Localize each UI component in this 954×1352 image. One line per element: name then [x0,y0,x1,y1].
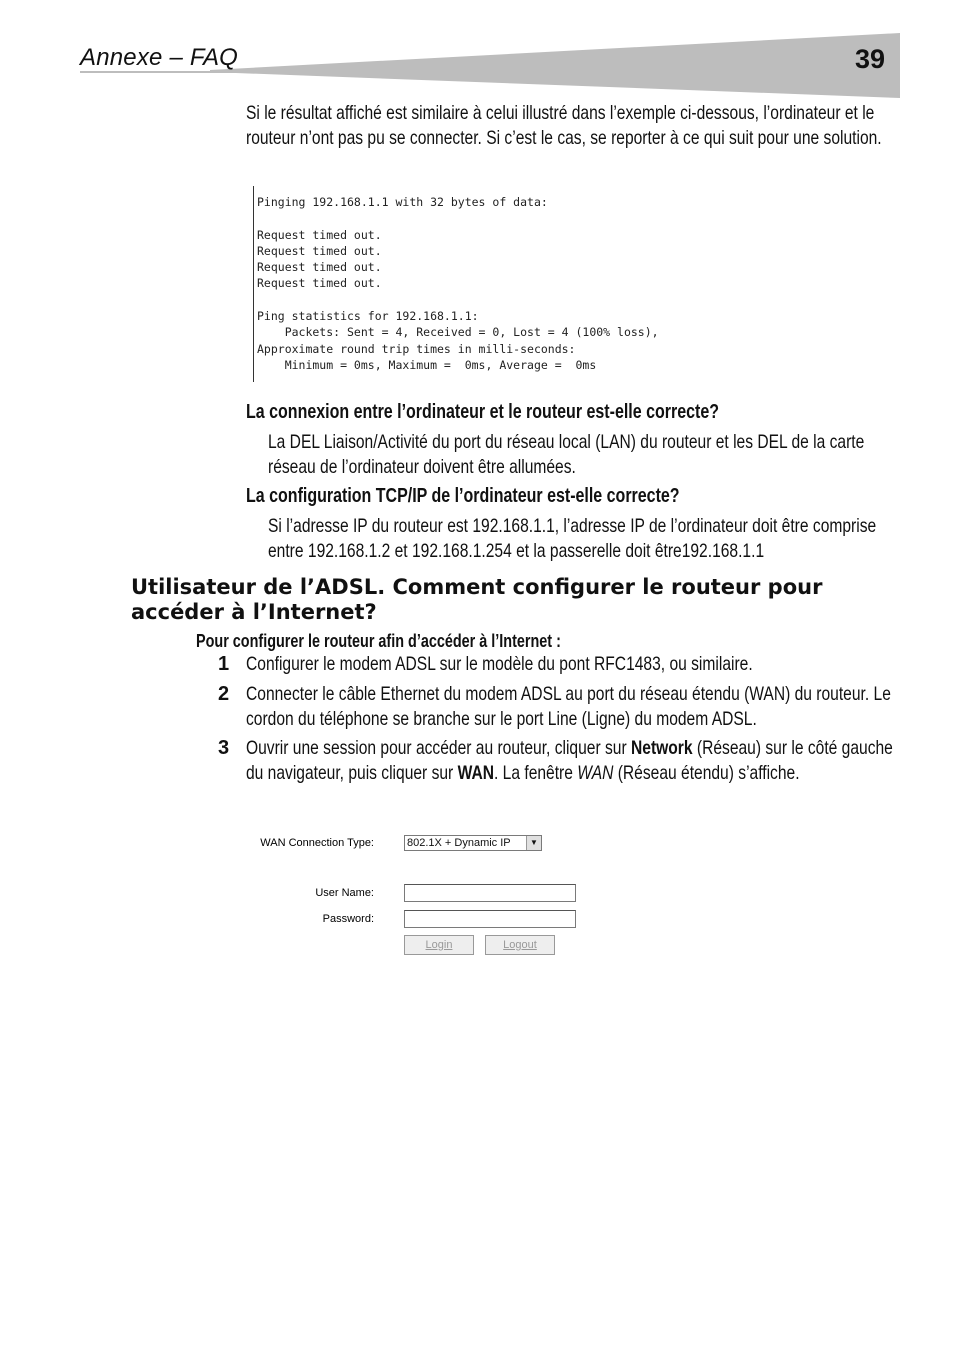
step-2-number: 2 [218,683,230,705]
page-number: 39 [855,44,886,74]
intro-paragraph: Si le résultat affiché est similaire à celui illustré dans l’exemple ci-dessous, l’ordinateur et le routeur n’ont pas pu se connecter. Si c’est le cas, se reporter à ce qui suit pour une solution. [246,102,882,149]
console-text: Pinging 192.168.1.1 with 32 bytes of data: Request timed out. Request timed out. Request timed out. Request timed out. Ping statistics for 192.168.1.1: Packets: Sent = 4, Received = 0, Lost = 4 (100% loss), Approximate round trip times in milli-seconds: Minimum = 0ms, Maximum = 0ms, Average = 0ms [257,195,659,372]
procedure-subheading: Pour configurer le routeur afin d’accéder à l’Internet : [196,631,561,651]
username-label: User Name: [315,887,374,899]
step-1-number: 1 [218,653,230,675]
wan-connection-type-label: WAN Connection Type: [260,837,374,849]
network-menu-label: Network [631,737,693,759]
wan-connection-type-select[interactable] [404,835,542,851]
question-heading-connection: La connexion entre l’ordinateur et le routeur est-elle correcte? [246,401,720,423]
question-heading-tcpip: La configuration TCP/IP de l’ordinateur est-elle correcte? [246,485,680,507]
running-title: Annexe – FAQ [80,44,239,71]
login-button[interactable]: Login [404,935,474,955]
username-input[interactable] [404,884,576,902]
answer-connection: La DEL Liaison/Activité du port du réseau local (LAN) du routeur et les DEL de la carte réseau de l’ordinateur doivent être allumées. [268,431,865,478]
wan-menu-label: WAN [457,762,494,784]
chevron-down-icon[interactable]: ▼ [526,836,541,850]
ping-console-output [253,186,814,382]
answer-tcpip: Si l’adresse IP du routeur est 192.168.1.1, l’adresse IP de l’ordinateur doit être comprise entre 192.168.1.2 et 192.168.1.254 et la passerelle doit être192.168.1.1 [268,515,877,562]
wan-connection-type-value: 802.1X + Dynamic IP [407,837,511,849]
step-3-text: Ouvrir une session pour accéder au routeur, cliquer sur Network (Réseau) sur le côté gauche du navigateur, puis cliquer sur WAN. La fenêtre WAN (Réseau étendu) s’affiche. [246,737,893,784]
password-input[interactable] [404,910,576,928]
section-heading-adsl: Utilisateur de l’ADSL. Comment configurer le routeur pour accéder à l’Internet? [131,575,823,624]
step-3-number: 3 [218,737,230,759]
logout-button[interactable]: Logout [485,935,555,955]
password-label: Password: [322,913,374,925]
step-1-text: Configurer le modem ADSL sur le modèle du pont RFC1483, ou similaire. [246,653,753,675]
step-2-text: Connecter le câble Ethernet du modem ADSL au port du réseau étendu (WAN) du routeur. Le cordon du téléphone se branche sur le port Line (Ligne) du modem ADSL. [246,683,891,730]
